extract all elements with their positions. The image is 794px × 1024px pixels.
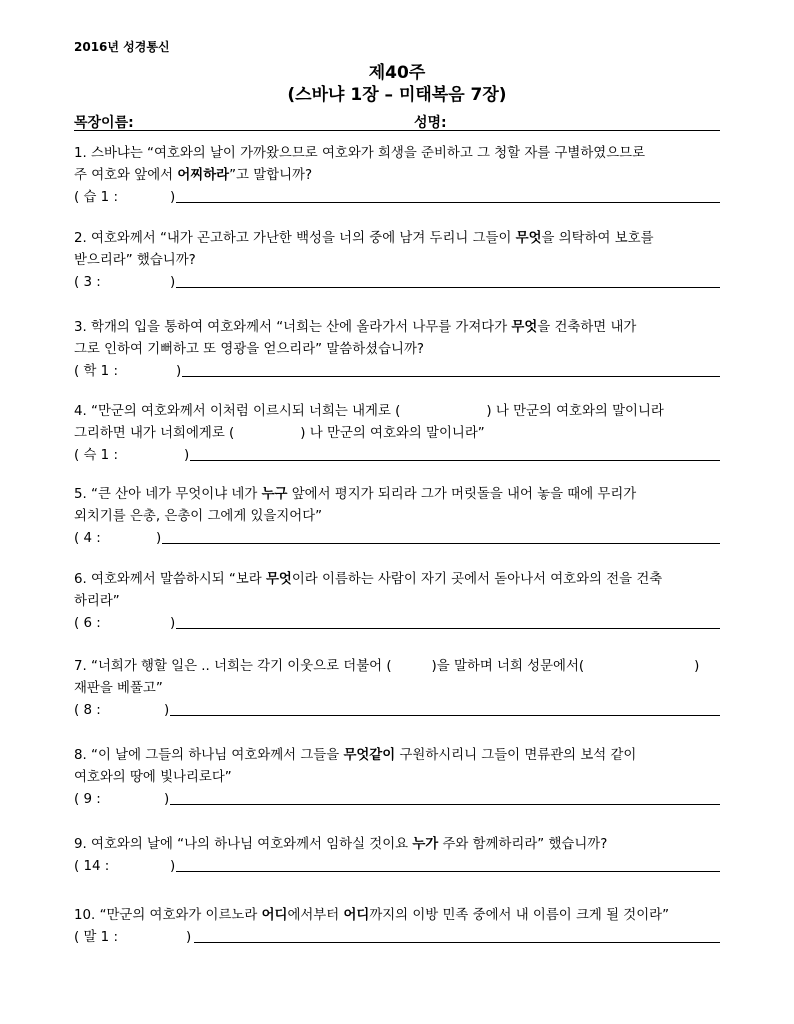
answer-row[interactable]: ( 6 : ) [74, 613, 724, 635]
answer-row[interactable]: ( 말 1 : ) [74, 927, 724, 949]
chapter-range: (스바냐 1장 – 미태복음 7장) [287, 85, 507, 105]
question-5: 5. “큰 산아 네가 무엇이냐 네가 누구 앞에서 평지가 되리라 그가 머릿돌을 내어 놓을 때에 무리가 외치기를 은총, 은총이 그에게 있을지어다” ( 4 : ) [74, 484, 724, 550]
question-1: 1. 스바냐는 “여호와의 날이 가까왔으므로 여호와가 희생을 준비하고 그 청할 자를 구별하였으므로 주 여호와 앞에서 어찌하라”고 말합니까? ( 습 1 : ) [74, 143, 724, 209]
answer-row[interactable]: ( 14 : ) [74, 856, 724, 878]
answer-row[interactable]: ( 9 : ) [74, 789, 724, 811]
question-8: 8. “이 날에 그들의 하나님 여호와께서 그들을 무엇같이 구원하시리니 그들이 면류관의 보석 같이 여호와의 땅에 빛나리로다” ( 9 : ) [74, 745, 724, 811]
answer-row[interactable]: ( 3 : ) [74, 272, 724, 294]
question-9: 9. 여호와의 날에 “나의 하나님 여호와께서 임하실 것이요 누가 주와 함께하리라” 했습니까? ( 14 : ) [74, 834, 724, 878]
week-title: 제40주 [368, 63, 426, 83]
answer-row[interactable]: ( 4 : ) [74, 528, 724, 550]
answer-row[interactable]: ( 8 : ) [74, 700, 724, 722]
question-10: 10. “만군의 여호와가 이르노라 어디에서부터 어디까지의 이방 민족 중에서 내 이름이 크게 될 것이라” ( 말 1 : ) [74, 905, 724, 949]
name-label: 성명: [414, 115, 447, 131]
name-field-row[interactable] [74, 112, 720, 131]
question-2: 2. 여호와께서 “내가 곤고하고 가난한 백성을 너의 중에 남겨 두리니 그들이 무엇을 의탁하여 보호를 받으리라” 했습니까? ( 3 : ) [74, 228, 724, 294]
question-4: 4. “만군의 여호와께서 이처럼 이르시되 너희는 내게로 ( ) 나 만군의 여호와의 말이니라 그리하면 내가 너희에게로 ( ) 나 만군의 여호와의 말이니라” ( 슥 1 : ) [74, 401, 724, 467]
brand-label: 2016년 성경통신 [74, 40, 170, 54]
question-6: 6. 여호와께서 말씀하시되 “보라 무엇이라 이름하는 사람이 자기 곳에서 돋아나서 여호와의 전을 건축 하리라” ( 6 : ) [74, 569, 724, 635]
question-3: 3. 학개의 입을 통하여 여호와께서 “너희는 산에 올라가서 나무를 가져다가 무엇을 건축하면 내가 그로 인하여 기뻐하고 또 영광을 얻으리라” 말씀하셨습니까? ( 학 1 : ) [74, 317, 724, 383]
church-label: 목장이름: [74, 115, 134, 131]
question-7: 7. “너희가 행할 일은 .. 너희는 각기 이웃으로 더불어 ( )을 말하며 너희 성문에서( ) 재판을 베풀고” ( 8 : ) [74, 656, 724, 722]
answer-row[interactable]: ( 학 1 : ) [74, 361, 724, 383]
answer-row[interactable]: ( 슥 1 : ) [74, 445, 724, 467]
answer-row[interactable]: ( 습 1 : ) [74, 187, 724, 209]
